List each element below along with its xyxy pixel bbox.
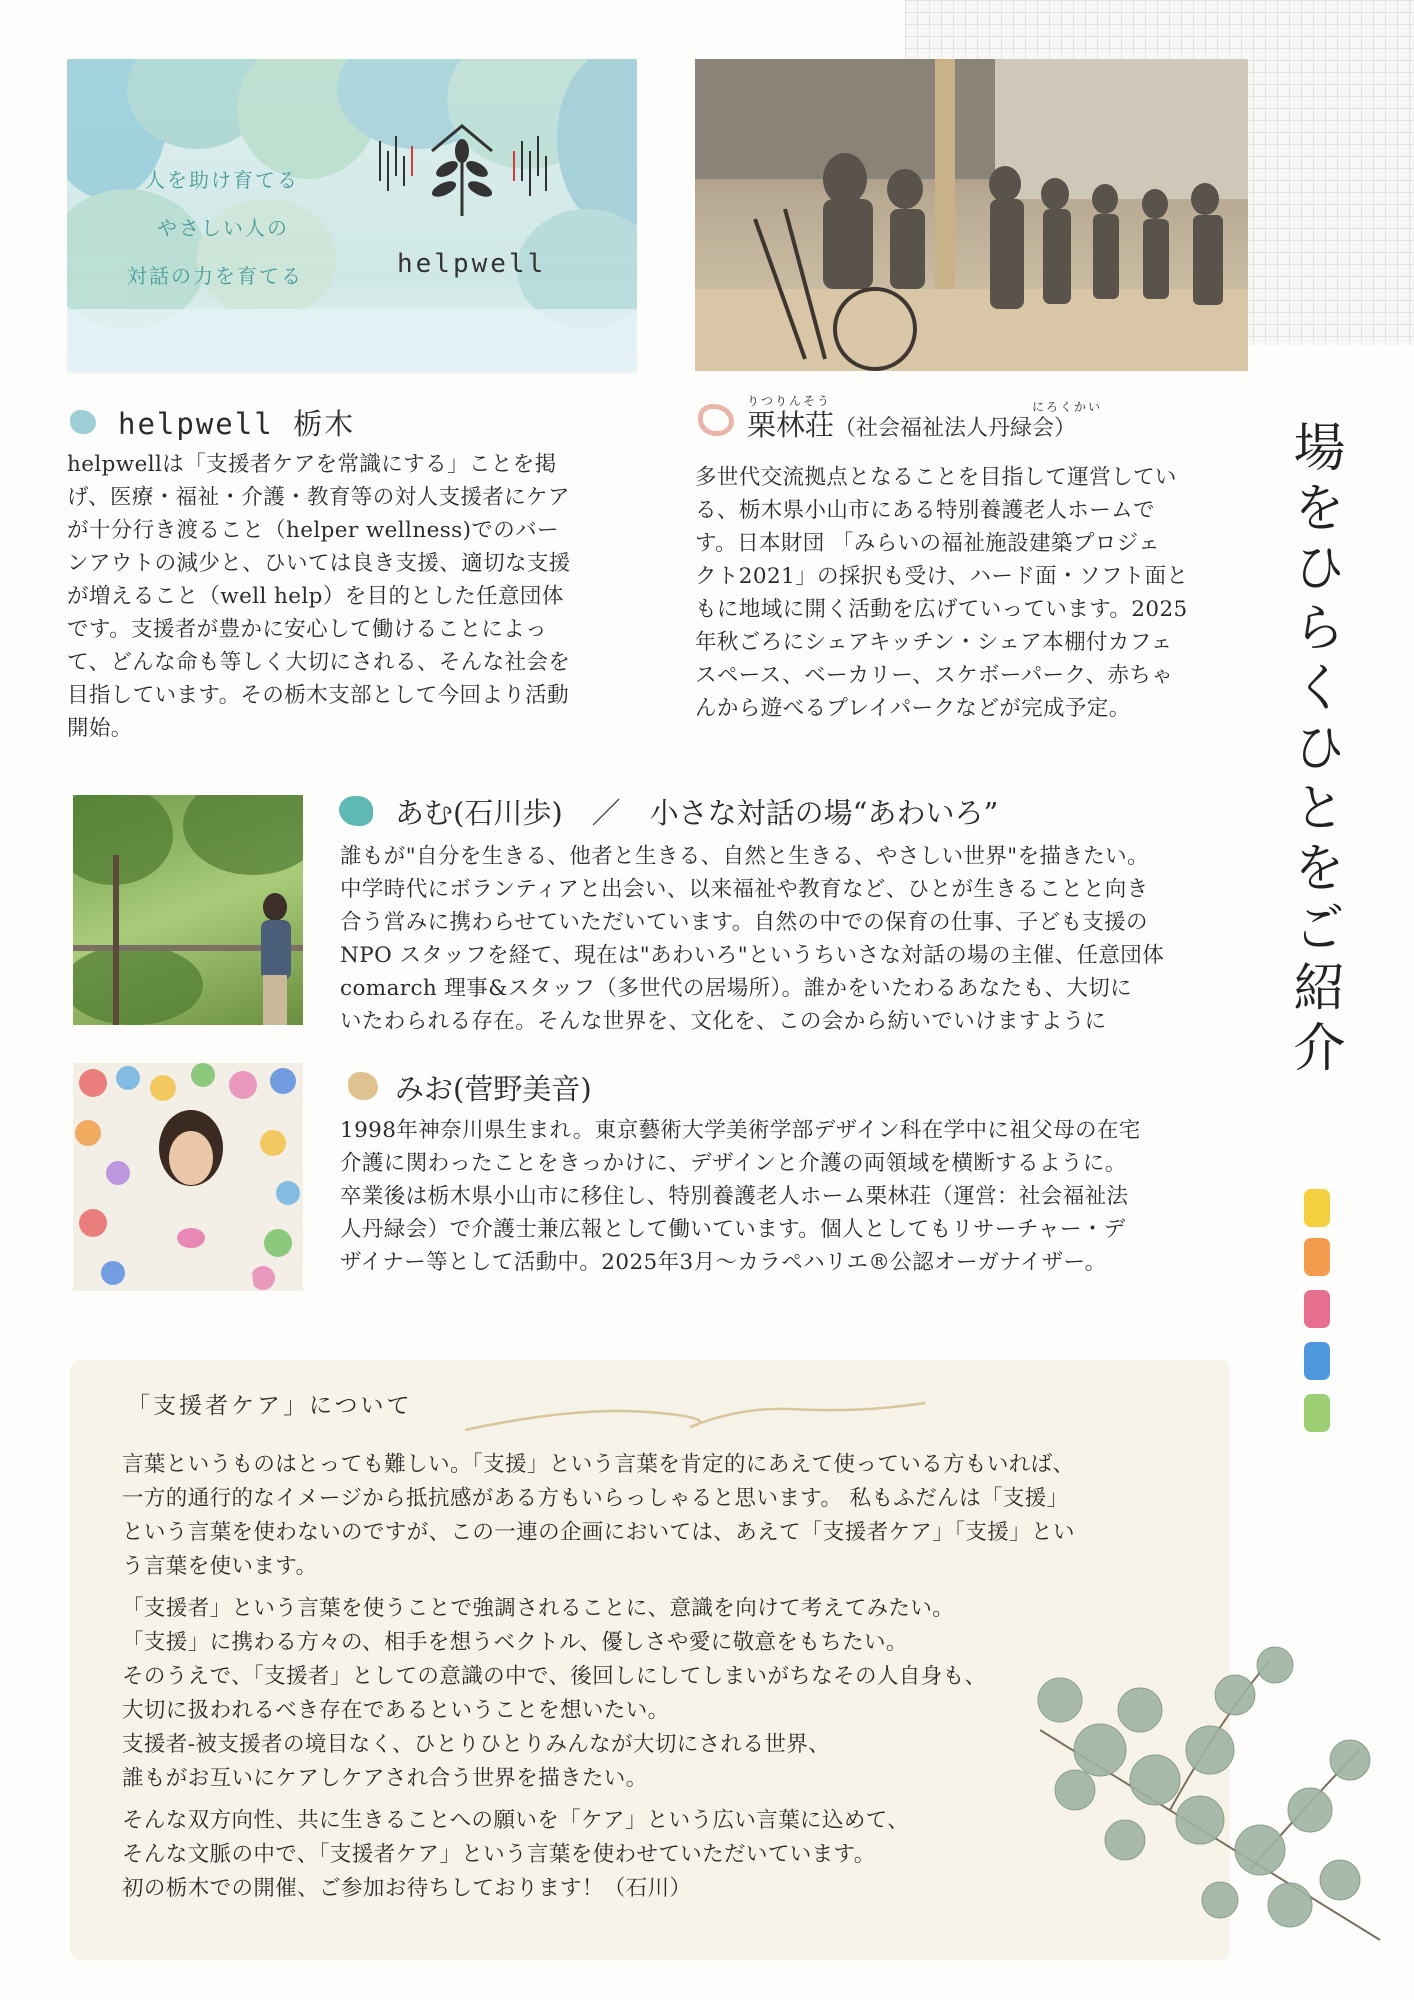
ritsurinso-body: 多世代交流拠点となることを目指して運営してい る、栃木県小山市にある特別養護老人ホームで す。日本財団 「みらいの福祉施設建築プロジェ クト2021」の採択も受け、ハード面・ソフト面と もに地域に開く活動を広げていっています。2025 年秋ごろにシェアキッチン・シェア本棚付カフェ スペース、ベーカリー、スケボーパーク、赤ちゃ んから遊べるプレイパークなどが完成予定。	[695, 465, 1189, 721]
swatch-green	[1304, 1394, 1330, 1432]
facility-interior-image	[695, 59, 1248, 371]
helpwell-banner	[67, 59, 637, 373]
helpwell-logo-text: helpwell	[397, 249, 547, 279]
mio-body: 1998年神奈川県生まれ。東京藝術大学美術学部デザイン科在学中に祖父母の在宅 介護に関わったことをきっかけに、デザインと介護の両領域を横断するように。 卒業後は栃木県小山市に移住し、特別養護老人ホーム栗林荘（運営：社会福祉法 人丹緑会）で介護士兼広報として働いています。個人としてもリサーチャー・デ ザイナー等として活動中。2025年3月～カラペハリエ®公認オーガナイザー。	[340, 1118, 1141, 1275]
swatch-yellow	[1304, 1189, 1330, 1227]
swatch-blue	[1304, 1342, 1330, 1380]
helpwell-body: helpwellは「支援者ケアを常識にする」ことを掲 げ、医療・福祉・介護・教育等の対人支援者にケア が十分行き渡ること（helper wellness)でのバー ンアウトの減少と、ひいては良き支援、適切な支援 が増えること（well help）を目的とした任意団体 です。支援者が豊かに安心して働けることによっ て、どんな命も等しく大切にされる、そんな社会を 目指しています。その栃木支部として今回より活動 開始。	[67, 452, 571, 741]
care-paragraph-1: 言葉というものはとっても難しい。「支援」という言葉を肯定的にあえて使っている方もいれば、 一方的通行的なイメージから抵抗感がある方もいらっしゃると思います。 私もふだんは「支援」 という言葉を使わないのですが、この一連の企画においては、あえて「支援者ケア」「支援」とい う言葉を使います。	[122, 1452, 1075, 1579]
helpwell-logo-icon	[372, 121, 562, 231]
helpwell-bullet-icon	[70, 410, 96, 434]
swatch-pink	[1304, 1290, 1330, 1328]
forest-portrait-image	[73, 795, 303, 1025]
ritsurinso-heading	[747, 403, 1076, 444]
amu-bullet-icon	[339, 796, 373, 826]
mio-photo	[73, 1063, 303, 1291]
care-title: 「支援者ケア」について	[127, 1393, 413, 1419]
ritsurinso-photo	[695, 59, 1248, 371]
care-paragraph-2: 「支援者」という言葉を使うことで強調されることに、意識を向けて考えてみたい。 「支援」に携わる方々の、相手を想うベクトル、優しさや愛に敬意をもちたい。 そのうえで、「支援者」としての意識の中で、後回しにしてしまいがちなその人自身も、 大切に扱われるべき存在であるということを想いたい。 支援者-被支援者の境目なく、ひとりひとりみんなが大切にされる世界、 誰もがお互いにケアしケアされ合う世界を描きたい。	[122, 1596, 987, 1791]
amu-heading: あむ(石川歩) ／ 小さな対話の場“あわいろ”	[395, 796, 999, 830]
ritsurinso-name: 栗林荘	[747, 408, 835, 442]
amu-photo	[73, 795, 303, 1025]
banner-line-2: やさしい人の	[157, 216, 289, 240]
amu-body: 誰もが"自分を生きる、他者と生きる、自然と生きる、やさしい世界"を描きたい。 中学時代にボランティアと出会い、以来福祉や教育など、ひとが生きることと向き 合う営みに携わらせていただいています。自然の中での保育の仕事、子ども支援の NPO スタッフを経て、現在は"あわいろ"というちいさな対話の場の主催、任意団体 comarch 理事&スタッフ（多世代の居場所）。誰かをいたわるあなたも、大切に いたわられる存在。そんな世界を、文化を、この会から紡いでいけますように	[340, 844, 1165, 1034]
ritsurinso-bullet-icon	[698, 404, 734, 436]
care-paragraph-3: そんな双方向性、共に生きることへの願いを「ケア」という広い言葉に込めて、 そんな文脈の中で、「支援者ケア」という言葉を使わせていただいています。 初の栃木での開催、ご参加お待ちしております！（石川）	[122, 1808, 910, 1901]
ritsurinso-corp: （社会福祉法人丹緑会）	[834, 416, 1077, 441]
colorful-wall-portrait-image	[73, 1063, 303, 1291]
swatch-orange	[1304, 1238, 1330, 1276]
ritsurinso-ruby: りつりんそう	[747, 394, 832, 408]
eucalyptus-leaves-decoration	[1020, 1640, 1414, 1960]
mio-heading: みお(菅野美音)	[395, 1072, 592, 1106]
helpwell-heading: helpwell 栃木	[118, 407, 356, 441]
banner-line-1: 人を助け育てる	[145, 168, 299, 192]
corp-ruby: にろくかい	[1032, 400, 1103, 414]
banner-line-3: 対話の力を育てる	[127, 264, 303, 288]
brush-stroke-decoration	[460, 1395, 930, 1435]
mio-bullet-icon	[348, 1072, 378, 1100]
side-title: 場をひらくひとをご紹介	[1284, 420, 1344, 1080]
